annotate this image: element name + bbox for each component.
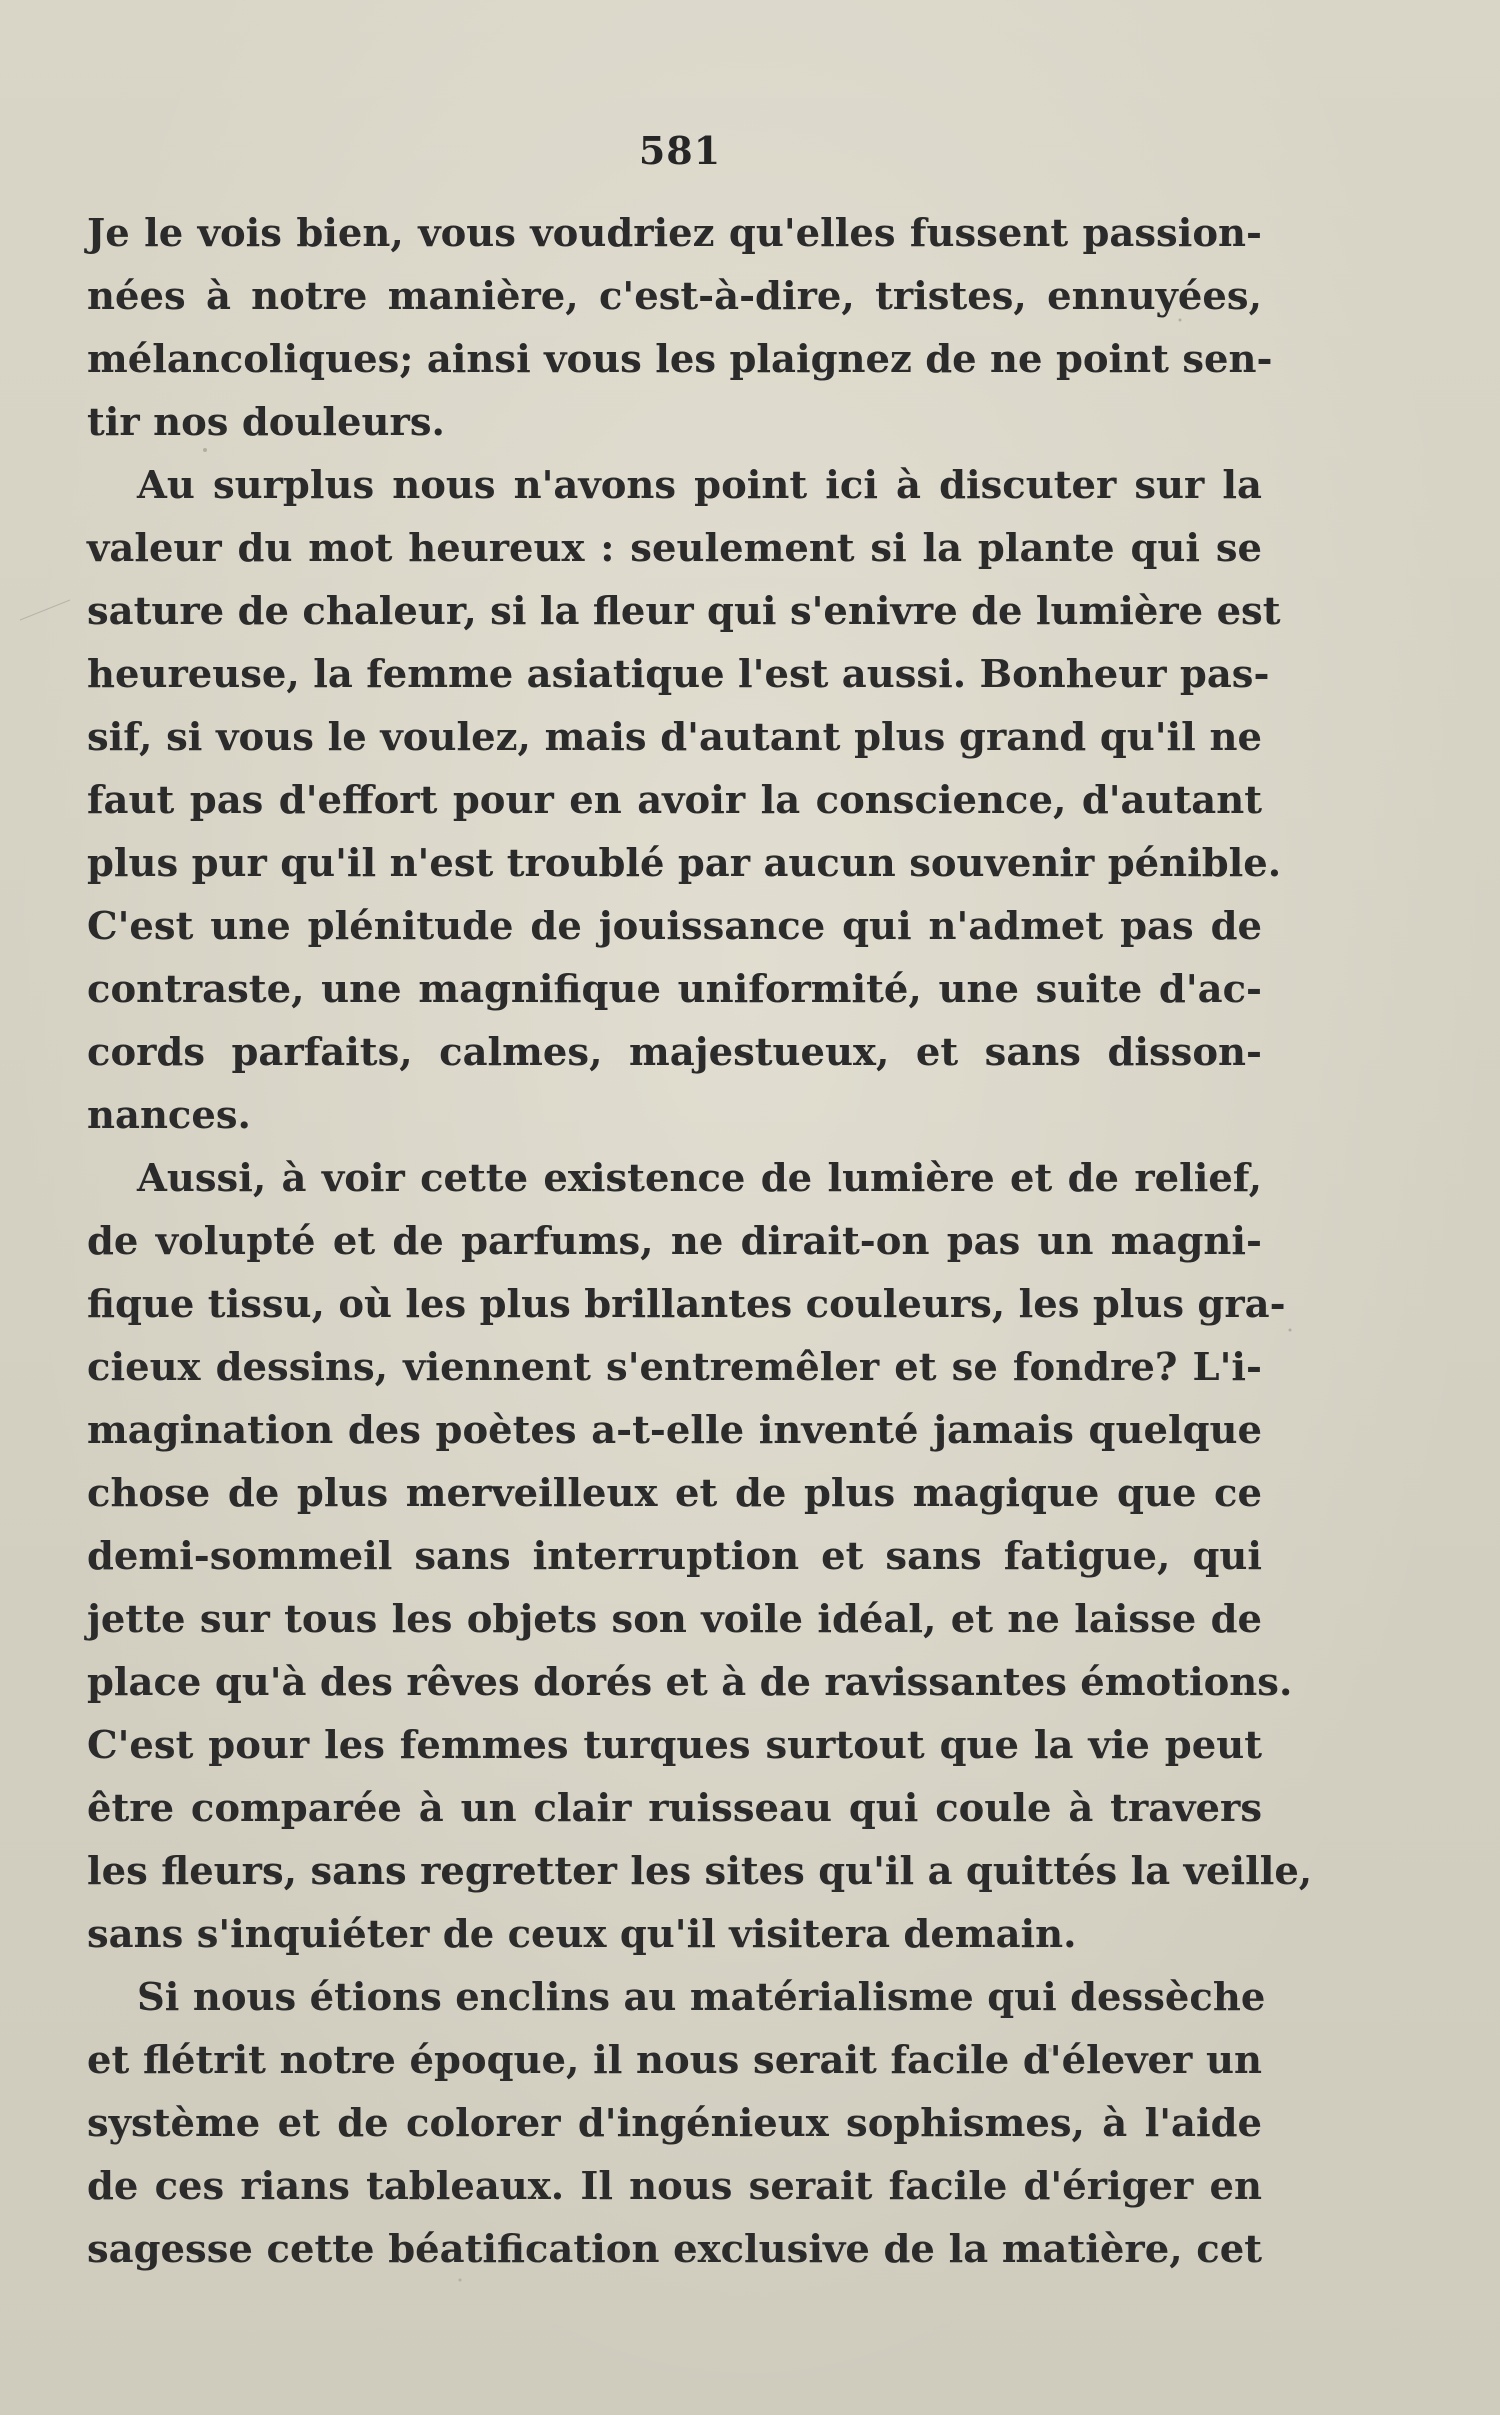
text-line: sans s'inquiéter de ceux qu'il visitera demain. (87, 1912, 1077, 1957)
text-line: système et de colorer d'ingénieux sophismes, à l'aide (87, 2101, 1262, 2146)
page-number: 581 (638, 128, 722, 173)
text-line: être comparée à un clair ruisseau qui coule à travers (87, 1786, 1262, 1831)
text-line: Si nous étions enclins au matérialisme qui dessèche (137, 1975, 1266, 2020)
text-line: Au surplus nous n'avons point ici à discuter sur la (137, 463, 1262, 508)
text-line: Je le vois bien, vous voudriez qu'elles fussent passion- (87, 211, 1262, 256)
text-line: sature de chaleur, si la fleur qui s'enivre de lumière est (87, 589, 1281, 634)
text-line: nées à notre manière, c'est-à-dire, tristes, ennuyées, (87, 274, 1262, 319)
text-line: jette sur tous les objets son voile idéal, et ne laisse de (87, 1597, 1262, 1642)
text-line: contraste, une magnifique uniformité, une suite d'ac- (87, 967, 1262, 1012)
text-line: mélancoliques; ainsi vous les plaignez de ne point sen- (87, 337, 1273, 382)
text-line: Aussi, à voir cette existence de lumière et de relief, (137, 1156, 1262, 1201)
text-line: fique tissu, où les plus brillantes couleurs, les plus gra- (87, 1282, 1286, 1327)
text-line: faut pas d'effort pour en avoir la conscience, d'autant (87, 778, 1262, 823)
text-line: tir nos douleurs. (87, 400, 445, 445)
text-line: valeur du mot heureux : seulement si la plante qui se (87, 526, 1262, 571)
text-line: et flétrit notre époque, il nous serait facile d'élever un (87, 2038, 1262, 2083)
text-line: plus pur qu'il n'est troublé par aucun souvenir pénible. (87, 841, 1282, 886)
text-line: sagesse cette béatification exclusive de la matière, cet (87, 2227, 1262, 2272)
text-line: nances. (87, 1093, 251, 1138)
paragraph-2 (87, 454, 1282, 1147)
paragraph-3 (87, 1147, 1313, 1966)
text-line: de ces rians tableaux. Il nous serait facile d'ériger en (87, 2164, 1262, 2209)
text-line: C'est pour les femmes turques surtout que la vie peut (87, 1723, 1262, 1768)
text-line: chose de plus merveilleux et de plus magique que ce (87, 1471, 1262, 1516)
paragraph-1 (87, 202, 1273, 454)
text-line: cieux dessins, viennent s'entremêler et se fondre? L'i- (87, 1345, 1262, 1390)
text-line: heureuse, la femme asiatique l'est aussi. Bonheur pas- (87, 652, 1270, 697)
text-line: les fleurs, sans regretter les sites qu'il a quittés la veille, (87, 1849, 1313, 1894)
text-line: C'est une plénitude de jouissance qui n'admet pas de (87, 904, 1262, 949)
text-line: magination des poètes a-t-elle inventé jamais quelque (87, 1408, 1262, 1453)
text-line: demi-sommeil sans interruption et sans fatigue, qui (87, 1534, 1262, 1579)
paragraph-4 (87, 1966, 1266, 2281)
body-text (87, 202, 1313, 2281)
text-line: sif, si vous le voulez, mais d'autant plus grand qu'il ne (87, 715, 1262, 760)
text-line: de volupté et de parfums, ne dirait-on pas un magni- (87, 1219, 1262, 1264)
text-line: cords parfaits, calmes, majestueux, et sans disson- (87, 1030, 1262, 1075)
text-line: place qu'à des rêves dorés et à de ravissantes émotions. (87, 1660, 1293, 1705)
